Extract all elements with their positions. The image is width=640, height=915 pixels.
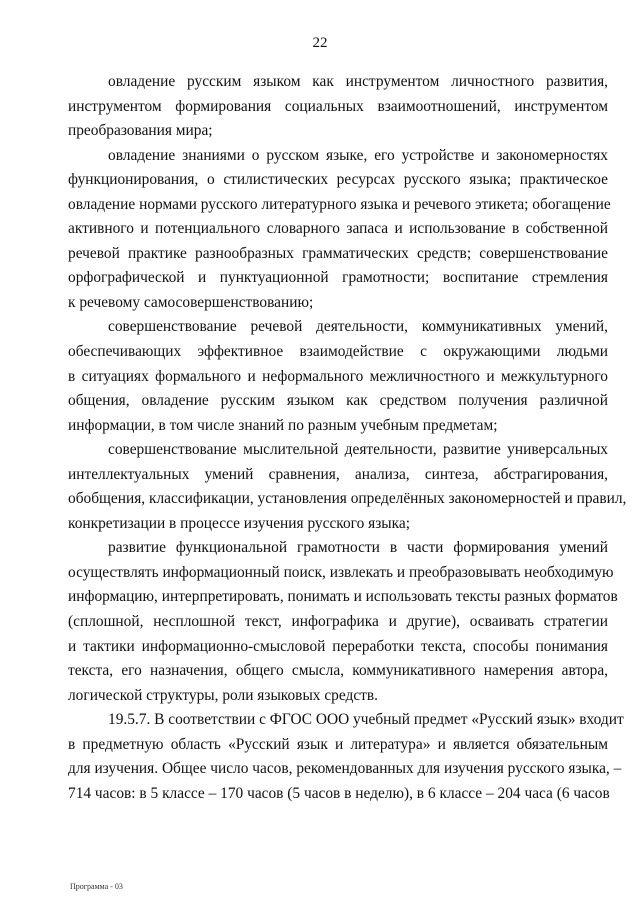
text-line: информации, в том числе знаний по разным учебным предметам;	[68, 416, 498, 434]
paragraph	[68, 536, 618, 708]
text-line: активного и потенциального словарного запаса и использование в собственной	[68, 220, 608, 238]
text-line: текста, его назначения, общего смысла, коммуникативного намерения автора,	[68, 662, 608, 680]
footer-label: Программа - 03	[70, 882, 123, 891]
text-line: преобразования мира;	[68, 122, 213, 140]
text-line: 19.5.7. В соответствии с ФГОС ООО учебный предмет «Русский язык» входит	[108, 711, 624, 729]
text-line: логической структуры, роли языковых средств.	[68, 686, 378, 704]
text-line: обеспечивающих эффективное взаимодействие с окружающими людьми	[68, 343, 608, 361]
text-line: (сплошной, несплошной текст, инфографика и другие), осваивать стратегии	[68, 613, 608, 631]
text-line: орфографической и пунктуационной грамотности; воспитание стремления	[68, 269, 608, 287]
text-line: для изучения. Общее число часов, рекомендованных для изучения русского языка, –	[68, 760, 622, 778]
text-line: совершенствование речевой деятельности, коммуникативных умений,	[108, 318, 608, 336]
text-line: и тактики информационно-смысловой переработки текста, способы понимания	[68, 637, 608, 655]
text-line: совершенствование мыслительной деятельности, развитие универсальных	[108, 441, 608, 459]
text-line: в ситуациях формального и неформального межличностного и межкультурного	[68, 367, 608, 385]
text-line: овладение русским языком как инструментом личностного развития,	[108, 73, 608, 90]
text-line: развитие функциональной грамотности в части формирования умений	[108, 539, 608, 557]
text-line: информацию, интерпретировать, понимать и использовать тексты разных форматов	[68, 588, 618, 606]
text-line: инструментом формирования социальных взаимоотношений, инструментом	[68, 97, 608, 115]
text-line: овладение нормами русского литературного языка и речевого этикета; обогащение	[68, 195, 611, 213]
text-line: осуществлять информационный поиск, извлекать и преобразовывать необходимую	[68, 563, 614, 581]
paragraph	[68, 315, 608, 438]
text-line: интеллектуальных умений сравнения, анализа, синтеза, абстрагирования,	[68, 465, 608, 483]
text-line: конкретизации в процессе изучения русского языка;	[68, 514, 411, 532]
text-line: функционирования, о стилистических ресурсах русского языка; практическое	[68, 171, 608, 189]
text-line: овладение знаниями о русском языке, его устройстве и закономерностях	[108, 146, 608, 164]
paragraph	[68, 70, 608, 144]
paragraph	[68, 144, 611, 316]
paragraph	[68, 708, 624, 806]
text-line: речевой практике разнообразных грамматических средств; совершенствование	[68, 244, 608, 262]
text-line: в предметную область «Русский язык и литература» и является обязательным	[68, 735, 608, 753]
paragraph	[68, 438, 627, 536]
text-line: общения, овладение русским языком как средством получения различной	[68, 392, 608, 410]
text-line: к речевому самосовершенствованию;	[68, 293, 314, 311]
text-line: обобщения, классификации, установления определённых закономерностей и правил,	[68, 490, 627, 508]
text-line: 714 часов: в 5 классе – 170 часов (5 часов в неделю), в 6 классе – 204 часа (6 часов	[68, 784, 610, 802]
page-number: 22	[312, 35, 328, 51]
document-body	[68, 70, 627, 806]
